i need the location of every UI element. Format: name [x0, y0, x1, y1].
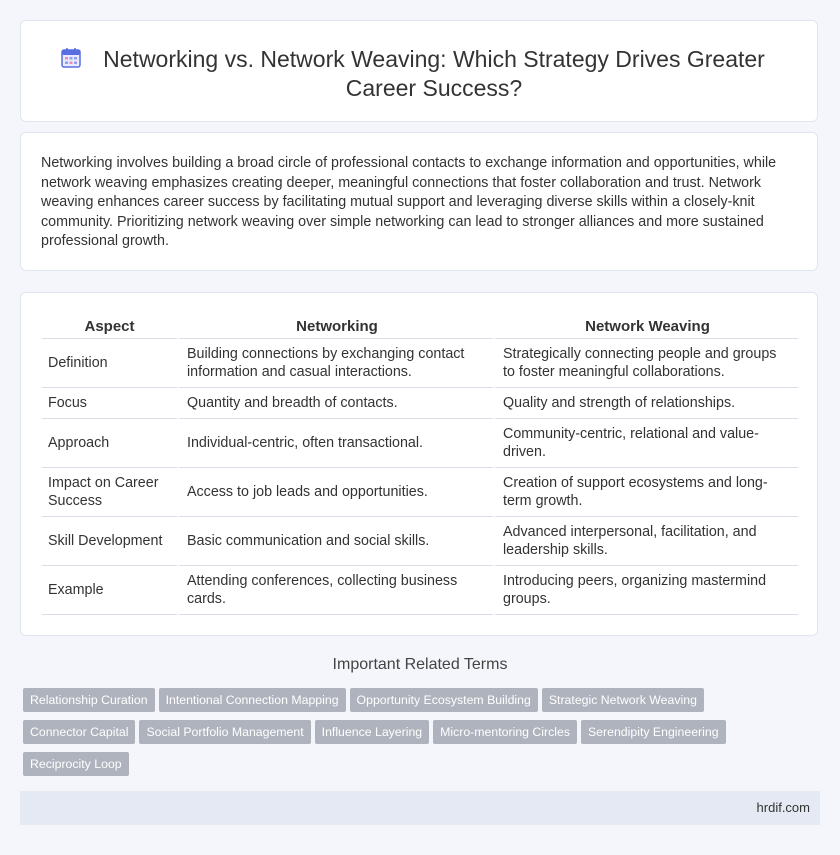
cell-networking: Individual-centric, often transactional.: [177, 419, 493, 468]
cell-networking: Building connections by exchanging contact information and casual interactions.: [177, 339, 493, 388]
related-term-tag[interactable]: Intentional Connection Mapping: [159, 688, 346, 712]
cell-network-weaving: Introducing peers, organizing mastermind groups.: [493, 566, 798, 615]
cell-network-weaving: Quality and strength of relationships.: [493, 388, 798, 419]
footer: [20, 791, 820, 825]
table-row: [42, 566, 798, 615]
cell-aspect: Skill Development: [42, 517, 177, 566]
related-term-tag[interactable]: Connector Capital: [23, 720, 135, 744]
cell-network-weaving: Advanced interpersonal, facilitation, and leadership skills.: [493, 517, 798, 566]
cell-networking: Quantity and breadth of contacts.: [177, 388, 493, 419]
table-row: [42, 419, 798, 468]
cell-network-weaving: Strategically connecting people and groups to foster meaningful collaborations.: [493, 339, 798, 388]
related-term-tag[interactable]: Strategic Network Weaving: [542, 688, 704, 712]
cell-network-weaving: Creation of support ecosystems and long-term growth.: [493, 468, 798, 517]
related-term-tag[interactable]: Relationship Curation: [23, 688, 155, 712]
header-networking: Networking: [177, 313, 493, 339]
summary-card: [20, 132, 818, 271]
page-title-text: Networking vs. Network Weaving: Which Strategy Drives Greater Career Success?: [103, 46, 765, 101]
cell-aspect: Impact on Career Success: [42, 468, 177, 517]
cell-aspect: Example: [42, 566, 177, 615]
comparison-table-card: [20, 292, 818, 636]
related-term-tag[interactable]: Micro-mentoring Circles: [433, 720, 577, 744]
related-term-tag[interactable]: Social Portfolio Management: [139, 720, 310, 744]
header-network-weaving: Network Weaving: [493, 313, 798, 339]
related-term-tag[interactable]: Influence Layering: [315, 720, 430, 744]
table-row: [42, 388, 798, 419]
related-terms-list: [23, 688, 823, 784]
table-header-row: [42, 313, 798, 339]
related-term-tag[interactable]: Opportunity Ecosystem Building: [350, 688, 538, 712]
cell-aspect: Approach: [42, 419, 177, 468]
related-term-tag[interactable]: Serendipity Engineering: [581, 720, 726, 744]
table-row: [42, 339, 798, 388]
cell-networking: Basic communication and social skills.: [177, 517, 493, 566]
summary-paragraph: Networking involves building a broad circle of professional contacts to exchange information and opportunities, while network weaving emphasizes creating deeper, meaningful connections that foster collaboration and trust. Network weaving enhances career success by facilitating mutual support and leveraging diverse skills within a closely-knit community. Prioritizing network weaving over simple networking can lead to stronger alliances and more sustained professional growth.: [41, 155, 777, 250]
table-row: [42, 517, 798, 566]
related-terms-heading: Important Related Terms: [332, 656, 508, 673]
header-aspect: Aspect: [42, 313, 177, 339]
footer-site-link[interactable]: hrdif.com: [756, 800, 810, 815]
title-card: [20, 20, 818, 122]
related-term-tag[interactable]: Reciprocity Loop: [23, 752, 129, 776]
page-title: [21, 45, 817, 103]
table-row: [42, 468, 798, 517]
cell-networking: Access to job leads and opportunities.: [177, 468, 493, 517]
cell-network-weaving: Community-centric, relational and value-driven.: [493, 419, 798, 468]
comparison-table: [42, 313, 798, 615]
cell-aspect: Focus: [42, 388, 177, 419]
cell-aspect: Definition: [42, 339, 177, 388]
cell-networking: Attending conferences, collecting business cards.: [177, 566, 493, 615]
